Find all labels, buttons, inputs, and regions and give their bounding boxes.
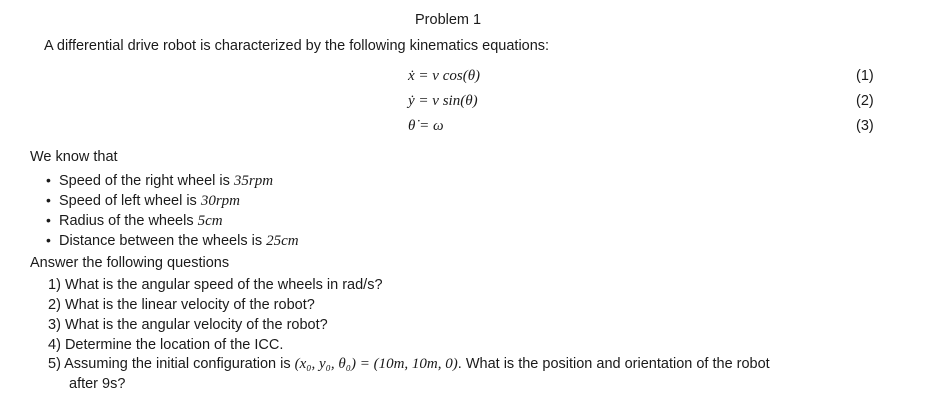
- known-item: • Distance between the wheels is 25cm: [46, 232, 299, 249]
- known-item: • Radius of the wheels 5cm: [46, 212, 223, 229]
- bullet-icon: •: [46, 192, 51, 208]
- equation-1: ẋ = v cos(θ): [408, 68, 481, 84]
- bullet-icon: •: [46, 172, 51, 188]
- known-item: • Speed of left wheel is 30rpm: [46, 192, 241, 209]
- question-item: 2) What is the linear velocity of the robot?: [48, 297, 315, 313]
- question-item: 3) What is the angular velocity of the robot?: [48, 317, 328, 333]
- question-item: 5) Assuming the initial configuration is (x₀, y₀, θ₀) = (10m, 10m, 0). What is the position and orientation of the robot: [48, 356, 770, 372]
- page-title: Problem 1: [415, 12, 482, 28]
- bullet-icon: •: [46, 232, 51, 248]
- known-item: • Speed of the right wheel is 35rpm: [46, 172, 274, 189]
- question-item-continuation: after 9s?: [69, 376, 126, 392]
- question-item: 4) Determine the location of the ICC.: [48, 337, 284, 353]
- equation-3: θ̇ = ω: [408, 118, 444, 134]
- question-item: 1) What is the angular speed of the wheels in rad/s?: [48, 277, 383, 293]
- questions-heading: Answer the following questions: [30, 255, 230, 271]
- equation-2: ẏ = v sin(θ): [408, 93, 478, 109]
- bullet-icon: •: [46, 212, 51, 228]
- known-heading: We know that: [30, 149, 118, 165]
- equation-number-2: (2): [856, 93, 874, 109]
- intro-text: A differential drive robot is characterized by the following kinematics equations:: [44, 38, 550, 54]
- equation-number-1: (1): [856, 68, 874, 84]
- equation-number-3: (3): [856, 118, 874, 134]
